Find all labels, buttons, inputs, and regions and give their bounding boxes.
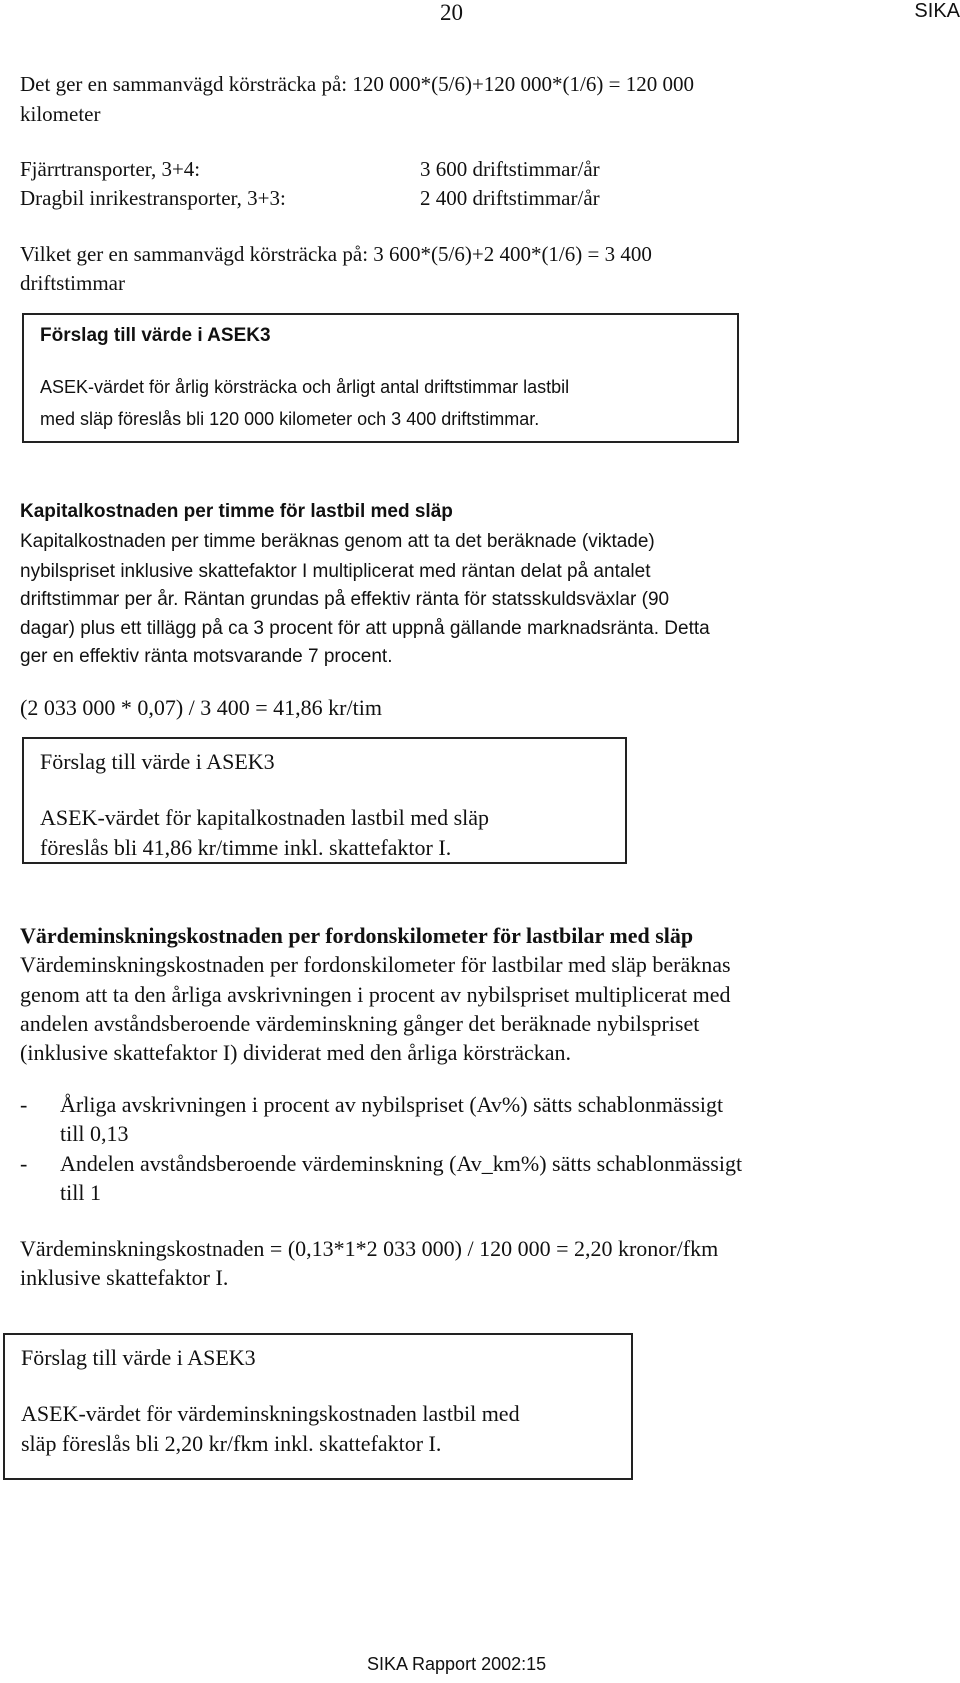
formula: inklusive skattefaktor I.: [20, 1265, 229, 1290]
bullet-dash: -: [20, 1092, 28, 1117]
bullet-text: Årliga avskrivningen i procent av nybilspriset (Av%) sätts schablonmässigt: [60, 1092, 724, 1117]
proposal-box-1: [22, 313, 739, 443]
row-label: Dragbil inrikestransporter, 3+3:: [20, 186, 286, 210]
body-text: genom att ta den årliga avskrivningen i procent av nybilspriset multiplicerat med: [20, 982, 731, 1007]
body-text: dagar) plus ett tillägg på ca 3 procent för att uppnå gällande marknadsränta. Detta: [20, 618, 710, 639]
bullet-dash: -: [20, 1151, 28, 1176]
proposal-title: Förslag till värde i ASEK3: [40, 749, 275, 774]
proposal-box-3: [3, 1333, 633, 1480]
proposal-title: Förslag till värde i ASEK3: [40, 325, 271, 346]
proposal-text: med släp föreslås bli 120 000 kilometer och 3 400 driftstimmar.: [40, 409, 540, 429]
body-text: Vilket ger en sammanvägd körsträcka på: 3 600*(5/6)+2 400*(1/6) = 3 400: [20, 242, 652, 266]
body-text: driftstimmar: [20, 271, 125, 295]
page-footer: SIKA Rapport 2002:15: [367, 1654, 547, 1674]
header-brand: SIKA: [914, 0, 960, 22]
body-text: kilometer: [20, 102, 101, 126]
bullet-text: till 1: [60, 1180, 101, 1205]
body-text: andelen avståndsberoende värdeminskning gånger det beräknade nybilspriset: [20, 1011, 700, 1036]
proposal-text: ASEK-värdet för kapitalkostnaden lastbil med släp: [40, 805, 490, 830]
section-heading: Kapitalkostnaden per timme för lastbil med släp: [20, 501, 453, 522]
proposal-box-2: [22, 737, 627, 864]
proposal-text: föreslås bli 41,86 kr/timme inkl. skattefaktor I.: [40, 835, 452, 860]
page-number: 20: [440, 0, 463, 25]
formula: (2 033 000 * 0,07) / 3 400 = 41,86 kr/tim: [20, 695, 382, 720]
body-text: Värdeminskningskostnaden per fordonskilometer för lastbilar med släp beräknas: [20, 952, 731, 977]
proposal-text: ASEK-värdet för årlig körsträcka och årligt antal driftstimmar lastbil: [40, 377, 570, 397]
section-heading: Värdeminskningskostnaden per fordonskilometer för lastbilar med släp: [20, 923, 694, 948]
row-value: 2 400 driftstimmar/år: [420, 186, 600, 210]
formula: Värdeminskningskostnaden = (0,13*1*2 033 000) / 120 000 = 2,20 kronor/fkm: [20, 1236, 719, 1261]
body-text: driftstimmar per år. Räntan grundas på effektiv ränta för statsskuldsväxlar (90: [20, 589, 670, 610]
body-text: nybilspriset inklusive skattefaktor I multiplicerat med räntan delat på antalet: [20, 561, 651, 582]
body-text: Det ger en sammanvägd körsträcka på: 120 000*(5/6)+120 000*(1/6) = 120 000: [20, 72, 694, 96]
proposal-text: släp föreslås bli 2,20 kr/fkm inkl. skattefaktor I.: [21, 1431, 442, 1456]
row-value: 3 600 driftstimmar/år: [420, 157, 600, 181]
bullet-text: till 0,13: [60, 1121, 129, 1146]
body-text: Kapitalkostnaden per timme beräknas genom att ta det beräknade (viktade): [20, 531, 655, 552]
bullet-text: Andelen avståndsberoende värdeminskning (Av_km%) sätts schablonmässigt: [60, 1151, 743, 1176]
row-label: Fjärrtransporter, 3+4:: [20, 157, 201, 181]
proposal-text: ASEK-värdet för värdeminskningskostnaden lastbil med: [21, 1401, 520, 1426]
body-text: (inklusive skattefaktor I) dividerat med den årliga körsträckan.: [20, 1040, 572, 1065]
proposal-title: Förslag till värde i ASEK3: [21, 1345, 256, 1370]
body-text: ger en effektiv ränta motsvarande 7 procent.: [20, 646, 393, 667]
